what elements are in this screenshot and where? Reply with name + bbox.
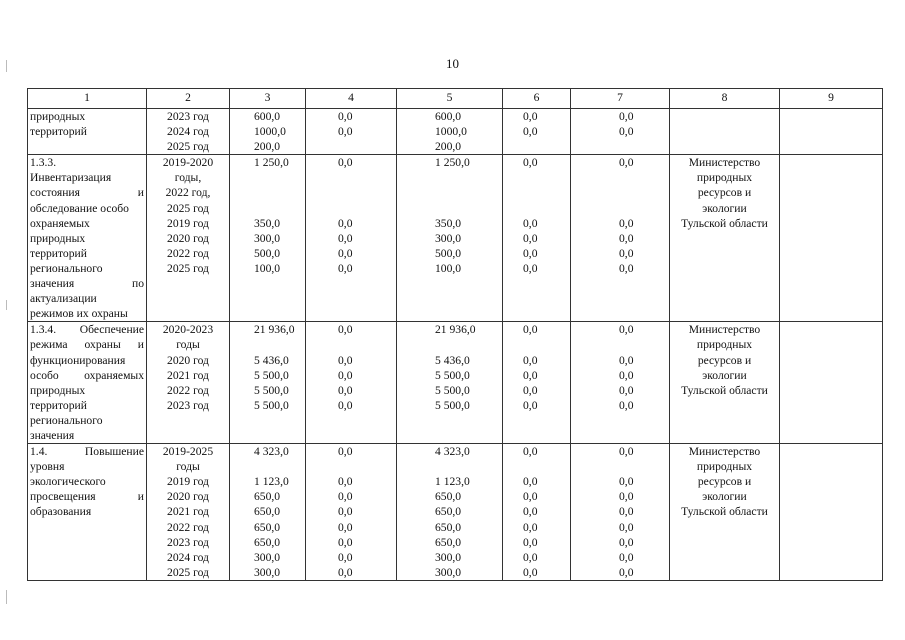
cell-line: 1 123,0 (435, 475, 470, 489)
cell-line: 0,0 (338, 445, 353, 459)
cell-line: 0,0 (338, 353, 353, 367)
cell-line: 0,0 (619, 550, 634, 564)
cell-line: 350,0 (435, 216, 462, 230)
cell-line: 0,0 (523, 231, 538, 245)
cell-line: 0,0 (523, 383, 538, 397)
cell-line: экологии (702, 490, 747, 504)
cell-line: 0,0 (338, 550, 353, 564)
cell-line: регионального (30, 413, 103, 427)
cell-line: 0,0 (338, 156, 353, 170)
cell-line: Тульской области (681, 216, 768, 230)
scan-artifact (6, 590, 7, 604)
regional-cell (397, 322, 503, 444)
cell-line: 0,0 (619, 445, 634, 459)
table-row (28, 322, 883, 444)
cell-line: 0,0 (523, 475, 538, 489)
column-header-9: 9 (780, 89, 883, 109)
cell-line (306, 201, 396, 216)
cell-line: 0,0 (338, 368, 353, 382)
cell-line: территорий (30, 246, 87, 260)
cell-line: 300,0 (435, 565, 462, 579)
cell-line: 1.3.4. Обеспечение (30, 323, 144, 337)
cell-line: 1000,0 (435, 125, 467, 139)
table-row (28, 109, 883, 155)
cell-line (397, 185, 502, 200)
cell-line (397, 337, 502, 352)
cell-line: регионального (30, 261, 103, 275)
cell-line: природных (30, 110, 86, 123)
cell-line: 500,0 (254, 246, 281, 260)
cell-line: 5 436,0 (254, 353, 289, 367)
extrabudget-cell (571, 322, 670, 444)
cell-line: 650,0 (254, 505, 281, 519)
cell-line: годы (176, 338, 200, 352)
cell-line: актуализации (30, 292, 97, 306)
cell-line: 0,0 (619, 383, 634, 397)
cell-line: природных (696, 171, 753, 185)
cell-line: 0,0 (619, 368, 634, 382)
cell-line: 2019-2025 (162, 445, 214, 459)
column-header-3: 3 (230, 89, 306, 109)
cell-line: режимов их охраны (30, 307, 128, 321)
cell-line: 0,0 (619, 261, 634, 275)
cell-line: годы (176, 460, 200, 474)
cell-line: 0,0 (523, 490, 538, 504)
cell-line: охраняемых (30, 216, 90, 230)
cell-line (571, 201, 669, 216)
cell-line: 0,0 (619, 475, 634, 489)
cell-line: 0,0 (523, 246, 538, 260)
cell-line: 200,0 (435, 140, 462, 154)
cell-line: 0,0 (523, 110, 538, 123)
cell-line: 100,0 (254, 261, 281, 275)
cell-line: 0,0 (523, 368, 538, 382)
cell-line: годы, (174, 171, 202, 185)
measure-name-cell (28, 444, 147, 581)
cell-line: 0,0 (523, 535, 538, 549)
cell-line: 5 436,0 (435, 353, 470, 367)
cell-line: 0,0 (338, 110, 353, 123)
cell-line: 600,0 (435, 110, 462, 123)
municipal-cell (503, 155, 571, 322)
cell-line: 2019 год (167, 475, 209, 489)
cell-line: 0,0 (338, 125, 353, 139)
cell-line: 4 323,0 (435, 445, 470, 459)
federal-cell (306, 155, 397, 322)
cell-line: 2019 год (167, 216, 209, 230)
cell-line: 0,0 (619, 110, 634, 123)
measure-name-cell (28, 155, 147, 322)
cell-line: образования (30, 505, 92, 519)
cell-line: 5 500,0 (254, 398, 289, 412)
cell-line: Министерство (688, 445, 761, 459)
cell-line: 5 500,0 (254, 383, 289, 397)
cell-line: 300,0 (435, 550, 462, 564)
cell-line: экологического (30, 475, 106, 489)
cell-line: 2022 год, (165, 186, 211, 200)
page-number: 10 (446, 56, 459, 71)
cell-line (230, 201, 305, 216)
cell-line: 0,0 (619, 398, 634, 412)
cell-line: 0,0 (619, 125, 634, 139)
cell-line (230, 185, 305, 200)
cell-line: 2023 год (167, 535, 209, 549)
cell-line: 1 250,0 (254, 156, 289, 170)
cell-line: 1.4. Повышение (30, 445, 144, 459)
cell-line: 2023 год (167, 110, 209, 123)
cell-line: 2020 год (167, 353, 209, 367)
cell-line: 2021 год (167, 368, 209, 382)
cell-line (503, 459, 570, 474)
total-cell (230, 322, 306, 444)
cell-line (571, 337, 669, 352)
cell-line: режима охраны и (30, 338, 144, 352)
cell-line: 4 323,0 (254, 445, 289, 459)
cell-line: 2020-2023 (162, 323, 214, 337)
cell-line (503, 139, 570, 154)
cell-line: 0,0 (338, 565, 353, 579)
program-table (27, 88, 883, 581)
extrabudget-cell (571, 444, 670, 581)
column-header-5: 5 (397, 89, 503, 109)
cell-line: ресурсов и (697, 475, 752, 489)
cell-line (230, 337, 305, 352)
column-header-6: 6 (503, 89, 571, 109)
cell-line: 5 500,0 (435, 398, 470, 412)
cell-line (571, 139, 669, 154)
cell-line: экологии (702, 368, 747, 382)
cell-line (397, 459, 502, 474)
cell-line: 0,0 (523, 323, 538, 337)
cell-line: просвещения и (30, 490, 144, 504)
cell-line (571, 459, 669, 474)
cell-line: природных (30, 383, 86, 397)
cell-line: 0,0 (523, 353, 538, 367)
cell-line: 100,0 (435, 261, 462, 275)
federal-cell (306, 444, 397, 581)
cell-line: 0,0 (619, 565, 634, 579)
cell-line: экологии (702, 201, 747, 215)
cell-line: 0,0 (523, 261, 538, 275)
column-header-1: 1 (28, 89, 147, 109)
cell-line (503, 337, 570, 352)
result-cell (780, 155, 883, 322)
cell-line: 2023 год (167, 398, 209, 412)
header-row (28, 89, 883, 109)
measure-name-cell (28, 322, 147, 444)
cell-line: 1 123,0 (254, 475, 289, 489)
cell-line: 0,0 (619, 535, 634, 549)
cell-line: ресурсов и (697, 186, 752, 200)
extrabudget-cell (571, 155, 670, 322)
cell-line: Тульской области (681, 505, 768, 519)
cell-line: 0,0 (338, 398, 353, 412)
cell-line: 1.3.3. (30, 156, 57, 170)
executor-cell (670, 109, 780, 155)
cell-line: 2025 год (167, 565, 209, 579)
municipal-cell (503, 109, 571, 155)
result-cell (780, 444, 883, 581)
cell-line: 5 500,0 (435, 368, 470, 382)
total-cell (230, 444, 306, 581)
cell-line (230, 170, 305, 185)
cell-line (397, 201, 502, 216)
period-cell (147, 322, 230, 444)
cell-line: 2022 год (167, 383, 209, 397)
cell-line: 500,0 (435, 246, 462, 260)
cell-line (503, 185, 570, 200)
executor-cell (670, 155, 780, 322)
municipal-cell (503, 322, 571, 444)
table-row (28, 444, 883, 581)
cell-line: 0,0 (619, 231, 634, 245)
cell-line: 21 936,0 (435, 323, 476, 337)
cell-line: 0,0 (523, 505, 538, 519)
cell-line: 650,0 (254, 520, 281, 534)
cell-line: 2019-2020 (162, 156, 214, 170)
cell-line: 0,0 (338, 475, 353, 489)
cell-line: 0,0 (523, 550, 538, 564)
cell-line: 0,0 (523, 445, 538, 459)
cell-line: 0,0 (523, 520, 538, 534)
total-cell (230, 155, 306, 322)
cell-line: 2020 год (167, 490, 209, 504)
cell-line (306, 139, 396, 154)
cell-line: 2025 год (167, 261, 209, 275)
cell-line: 0,0 (338, 520, 353, 534)
cell-line: 0,0 (338, 246, 353, 260)
cell-line: состояния и (30, 186, 144, 200)
cell-line: 0,0 (523, 216, 538, 230)
cell-line: 0,0 (338, 323, 353, 337)
cell-line (306, 170, 396, 185)
cell-line: 0,0 (338, 383, 353, 397)
cell-line: 2022 год (167, 246, 209, 260)
cell-line (306, 337, 396, 352)
cell-line: 2020 год (167, 231, 209, 245)
column-header-2: 2 (147, 89, 230, 109)
result-cell (780, 322, 883, 444)
cell-line: 0,0 (619, 490, 634, 504)
regional-cell (397, 444, 503, 581)
cell-line: 0,0 (338, 490, 353, 504)
cell-line: 0,0 (619, 246, 634, 260)
cell-line: 0,0 (338, 505, 353, 519)
cell-line: 300,0 (435, 231, 462, 245)
cell-line: 650,0 (435, 520, 462, 534)
cell-line: территорий (30, 125, 87, 139)
cell-line (306, 459, 396, 474)
cell-line: 2024 год (167, 550, 209, 564)
cell-line: особо охраняемых (30, 368, 144, 382)
cell-line: 2025 год (167, 201, 209, 215)
table-row (28, 155, 883, 322)
cell-line: 300,0 (254, 231, 281, 245)
cell-line: территорий (30, 398, 87, 412)
cell-line: 0,0 (619, 323, 634, 337)
cell-line: 0,0 (338, 261, 353, 275)
period-cell (147, 155, 230, 322)
column-header-7: 7 (571, 89, 670, 109)
cell-line: 2024 год (167, 125, 209, 139)
extrabudget-cell (571, 109, 670, 155)
table-body (28, 109, 883, 581)
cell-line: 0,0 (619, 353, 634, 367)
period-cell (147, 109, 230, 155)
regional-cell (397, 155, 503, 322)
column-header-8: 8 (670, 89, 780, 109)
cell-line: Тульской области (681, 383, 768, 397)
column-header-4: 4 (306, 89, 397, 109)
cell-line: обследование особо (30, 201, 129, 215)
total-cell (230, 109, 306, 155)
cell-line: 0,0 (338, 535, 353, 549)
cell-line: 0,0 (523, 156, 538, 170)
cell-line: ресурсов и (697, 353, 752, 367)
cell-line (571, 185, 669, 200)
cell-line (230, 459, 305, 474)
cell-line: 0,0 (523, 398, 538, 412)
municipal-cell (503, 444, 571, 581)
cell-line: 1 250,0 (435, 156, 470, 170)
cell-line: 2022 год (167, 520, 209, 534)
cell-line: функционирования (30, 353, 126, 367)
cell-line: 5 500,0 (435, 383, 470, 397)
cell-line: Министерство (688, 156, 761, 170)
cell-line: значения по (30, 277, 144, 291)
cell-line (571, 170, 669, 185)
cell-line: природных (696, 460, 753, 474)
cell-line: значения (30, 428, 75, 442)
cell-line: 1000,0 (254, 125, 286, 139)
cell-line: 650,0 (254, 535, 281, 549)
cell-line: 600,0 (254, 110, 281, 123)
cell-line: 350,0 (254, 216, 281, 230)
federal-cell (306, 322, 397, 444)
cell-line: 0,0 (619, 156, 634, 170)
cell-line: 21 936,0 (254, 323, 295, 337)
scan-artifact (6, 60, 7, 72)
cell-line (306, 185, 396, 200)
period-cell (147, 444, 230, 581)
cell-line: 300,0 (254, 565, 281, 579)
cell-line: 300,0 (254, 550, 281, 564)
cell-line: 0,0 (619, 520, 634, 534)
federal-cell (306, 109, 397, 155)
cell-line: природных (30, 231, 86, 245)
cell-line (503, 170, 570, 185)
cell-line: 0,0 (619, 216, 634, 230)
cell-line: 650,0 (435, 535, 462, 549)
result-cell (780, 109, 883, 155)
cell-line: Инвентаризация (30, 171, 112, 185)
cell-line: 0,0 (523, 565, 538, 579)
cell-line: 2025 год (167, 140, 209, 154)
cell-line: 650,0 (435, 505, 462, 519)
cell-line: 5 500,0 (254, 368, 289, 382)
measure-name-cell (28, 109, 147, 155)
cell-line: 0,0 (338, 231, 353, 245)
cell-line: уровня (30, 460, 65, 474)
cell-line: Министерство (688, 323, 761, 337)
cell-line: 0,0 (619, 505, 634, 519)
cell-line: 2021 год (167, 505, 209, 519)
cell-line: 0,0 (338, 216, 353, 230)
cell-line: 650,0 (254, 490, 281, 504)
executor-cell (670, 322, 780, 444)
cell-line (503, 201, 570, 216)
scan-artifact (6, 300, 7, 310)
cell-line (397, 170, 502, 185)
regional-cell (397, 109, 503, 155)
cell-line: природных (696, 338, 753, 352)
cell-line: 200,0 (254, 140, 281, 154)
cell-line: 650,0 (435, 490, 462, 504)
cell-line: 0,0 (523, 125, 538, 139)
executor-cell (670, 444, 780, 581)
